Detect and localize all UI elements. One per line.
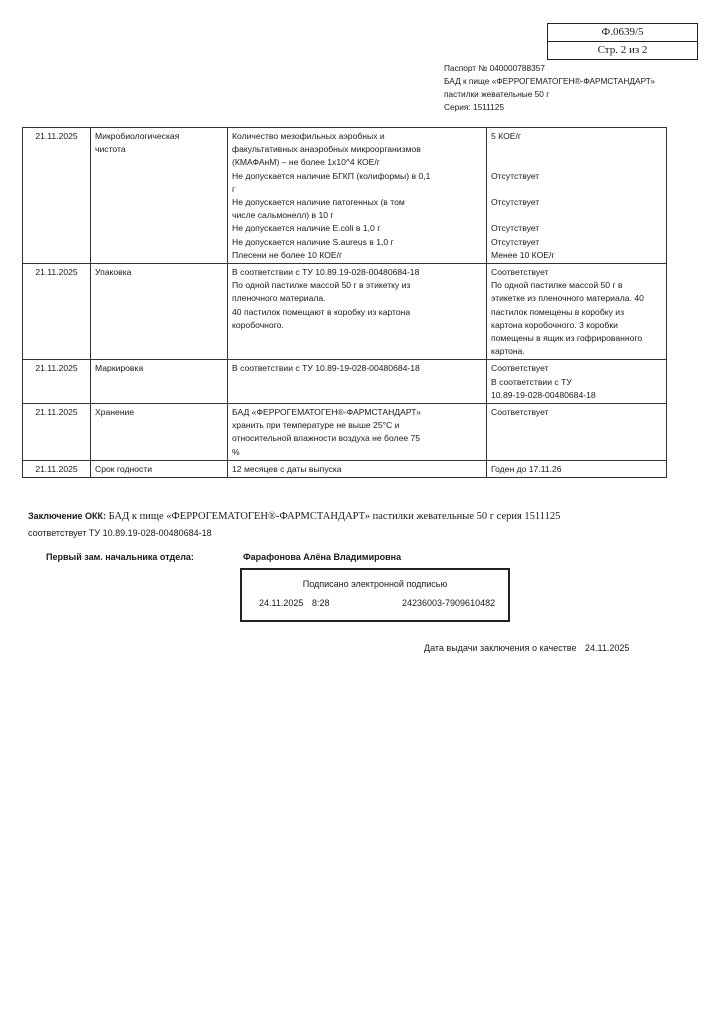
row-result-line: Отсутствует [491, 223, 540, 234]
row-indicator-line: Маркировка [95, 363, 144, 374]
row-date: 21.11.2025 [23, 460, 91, 477]
row-result-line: помещены в ящик из гофрированного [491, 333, 643, 344]
row-requirement-line: Не допускается наличие S.aureus в 1,0 г [232, 236, 394, 247]
row-result-line: По одной пастилке массой 50 г в [491, 280, 623, 291]
row-requirement-line: коробочного. [232, 319, 284, 330]
row-date: 21.11.2025 [23, 360, 91, 404]
conclusion-label: Заключение ОКК: [28, 511, 107, 521]
row-requirement-line: % [232, 446, 240, 457]
signature-id: 24236003-7909610482 [402, 598, 496, 608]
row-indicator [91, 360, 228, 404]
table-row [23, 460, 667, 477]
row-result-line: 5 КОЕ/г [491, 131, 522, 141]
conclusion-tail: соответствует ТУ 10.89.19-028-00480684-18 [28, 528, 212, 538]
row-indicator [91, 404, 228, 461]
row-indicator [91, 128, 228, 264]
passport-product: БАД к пище «ФЕРРОГЕМАТОГЕН®-ФАРМСТАНДАРТ» [444, 76, 656, 86]
signature-time: 8:28 [312, 598, 330, 608]
row-requirement-line: Не допускается наличие БГКП (колиформы) в 0,1 [232, 170, 431, 181]
row-result [487, 128, 667, 264]
row-result [487, 460, 667, 477]
row-requirement-line: относительной влажности воздуха не более 75 [232, 433, 421, 444]
row-requirement [228, 460, 487, 477]
issue-date: 24.11.2025 [584, 643, 630, 653]
row-result-line [491, 143, 662, 156]
row-result [487, 264, 667, 360]
row-requirement [228, 128, 487, 264]
signature-date: 24.11.2025 [259, 598, 304, 608]
row-result-line: картона. [491, 346, 525, 357]
row-requirement-line: пленочного материала. [232, 293, 326, 304]
row-date: 21.11.2025 [23, 128, 91, 264]
row-indicator-line: Срок годности [95, 463, 153, 474]
table-row [23, 404, 667, 461]
row-requirement-line: числе сальмонелл) в 10 г [232, 210, 334, 221]
row-requirement-line: 40 пастилок помещают в коробку из картона [232, 306, 411, 317]
row-result [487, 404, 667, 461]
conclusion [28, 508, 668, 542]
row-requirement [228, 264, 487, 360]
row-indicator-line: Микробиологическая [95, 131, 180, 141]
row-requirement-line: В соответствии с ТУ 10.89.19-028-00480684-18 [232, 267, 420, 278]
row-requirement-line: В соответствии с ТУ 10.89-19-028-00480684-18 [232, 363, 420, 374]
row-result [487, 360, 667, 404]
row-result-line: Менее 10 КОЕ/г [491, 249, 555, 260]
issue-date-line [424, 643, 629, 653]
signer-name: Фарафонова Алёна Владимировна [243, 552, 402, 562]
row-requirement-line: БАД «ФЕРРОГЕМАТОГЕН®-ФАРМСТАНДАРТ» [232, 407, 421, 418]
row-result-line: В соответствии с ТУ [491, 376, 572, 387]
results-table [22, 127, 667, 478]
row-result-line: Соответствует [491, 407, 549, 418]
issue-label: Дата выдачи заключения о качестве [424, 643, 577, 653]
row-result-line [491, 183, 662, 196]
row-result-line: пастилок помещены в коробку из [491, 306, 625, 317]
row-indicator-line: Упаковка [95, 267, 132, 278]
row-result-line [491, 156, 662, 169]
row-result-line: Отсутствует [491, 197, 540, 208]
row-result-line [491, 209, 662, 222]
form-code: Ф.0639/5 [601, 26, 644, 38]
conclusion-text: БАД к пище «ФЕРРОГЕМАТОГЕН®-ФАРМСТАНДАРТ» пастилки жевательные 50 г серия 1511125 [106, 511, 561, 522]
form-code-box [547, 23, 698, 60]
electronic-signature-stamp [240, 568, 510, 622]
row-indicator-line: Хранение [95, 407, 135, 418]
row-result-line: 10.89-19-028-00480684-18 [491, 389, 596, 400]
table-row [23, 128, 667, 264]
passport-number: Паспорт № 040000788357 [444, 63, 545, 73]
row-requirement-line: Не допускается наличие патогенных (в том [232, 197, 405, 208]
row-indicator-line: чистота [95, 144, 126, 155]
passport-series: Серия: 1511125 [444, 102, 505, 112]
row-result-line: этикетке из пленочного материала. 40 [491, 293, 644, 304]
row-requirement [228, 404, 487, 461]
row-result-line: Отсутствует [491, 170, 540, 181]
row-requirement-line: Не допускается наличие E.coli в 1,0 г [232, 223, 381, 234]
row-indicator [91, 264, 228, 360]
row-requirement-line: Плесени не более 10 КОЕ/г [232, 249, 343, 260]
row-requirement-line: факультативных анаэробных микроорганизмов [232, 144, 421, 155]
row-indicator [91, 460, 228, 477]
row-result-line: картона коробочного. 3 коробки [491, 319, 618, 330]
row-requirement [228, 360, 487, 404]
signature-title: Подписано электронной подписью [302, 579, 448, 589]
row-result-line: Соответствует [491, 363, 549, 374]
table-row [23, 360, 667, 404]
row-result-line: Годен до 17.11.26 [491, 463, 562, 474]
row-requirement-line: Количество мезофильных аэробных и [232, 131, 385, 141]
row-date: 21.11.2025 [23, 264, 91, 360]
signer-title: Первый зам. начальника отдела: [46, 552, 194, 562]
passport-header [444, 62, 655, 114]
page-number: Стр. 2 из 2 [548, 41, 697, 59]
passport-form: пастилки жевательные 50 г [444, 89, 550, 99]
row-date: 21.11.2025 [23, 404, 91, 461]
row-requirement-line: (КМАФАнМ) – не более 1х10^4 КОЕ/г [232, 157, 380, 168]
row-requirement-line: По одной пастилке массой 50 г в этикетку из [232, 280, 411, 291]
row-requirement-line: 12 месяцев с даты выпуска [232, 463, 342, 474]
row-requirement-line: г [232, 183, 236, 194]
table-row [23, 264, 667, 360]
row-result-line: Отсутствует [491, 236, 540, 247]
row-result-line: Соответствует [491, 267, 549, 278]
row-requirement-line: хранить при температуре не выше 25°С и [232, 420, 400, 431]
